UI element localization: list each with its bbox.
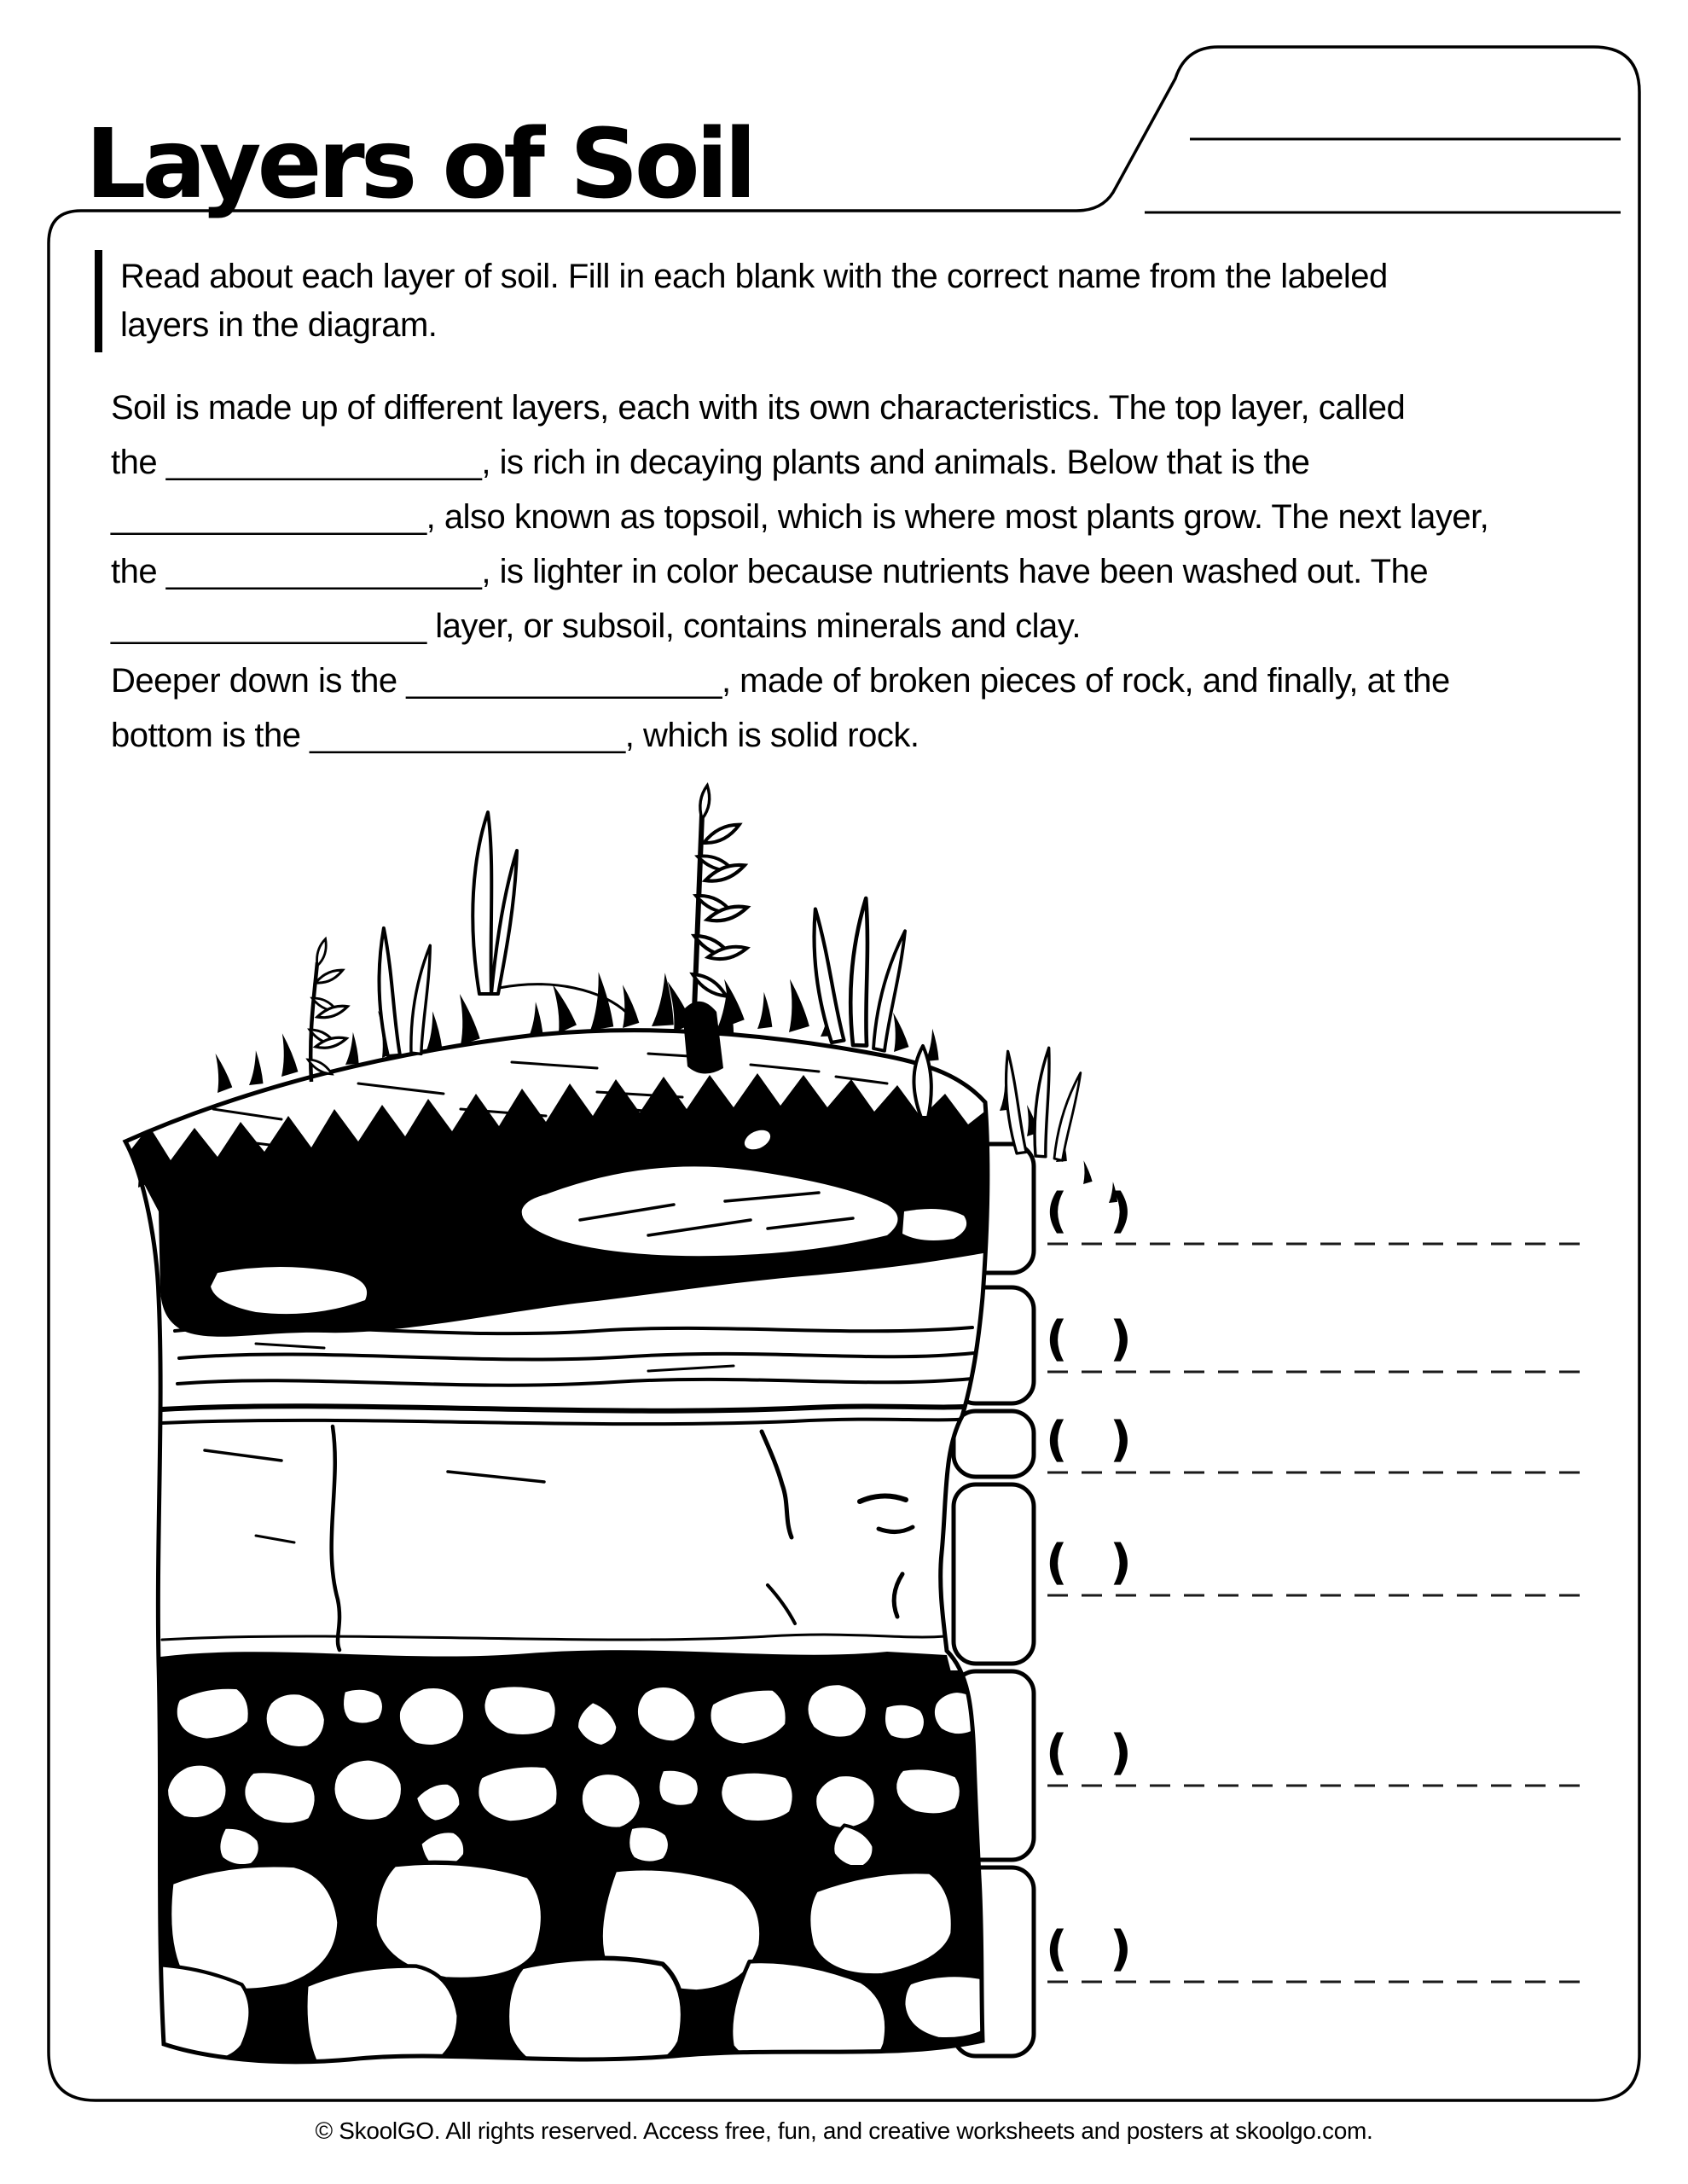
paragraph-line-blank[interactable]: Deeper down is the _________________, made of broken pieces of rock, and finally, at the	[111, 662, 1450, 700]
paragraph-line: Soil is made up of different layers, each with its own characteristics. The top layer, called	[111, 389, 1406, 427]
footer-credit: © SkoolGO. All rights reserved. Access free, fun, and creative worksheets and posters at skoolgo.com.	[315, 2117, 1373, 2144]
layer-tab-4	[954, 1484, 1034, 1664]
instructions-line: layers in the diagram.	[120, 306, 438, 344]
answer-parens-3: ( )	[1046, 1412, 1132, 1467]
grass-shoot	[473, 812, 517, 994]
paragraph-line-blank[interactable]: the _________________, is lighter in color because nutrients have been washed out. The	[111, 553, 1429, 590]
fill-in-paragraph	[111, 380, 1488, 763]
answer-parens-2: ( )	[1046, 1311, 1132, 1367]
page-title: Layers of Soil	[85, 109, 753, 221]
layer-tab-3	[954, 1411, 1034, 1477]
small-plant	[305, 938, 348, 1082]
answer-parens-4: ( )	[1046, 1535, 1132, 1590]
answer-parens-1: ( )	[1046, 1183, 1132, 1239]
paragraph-line-blank[interactable]: bottom is the _________________, which is solid rock.	[111, 717, 919, 754]
paragraph-line-blank[interactable]: the _________________, is rich in decaying plants and animals. Below that is the	[111, 444, 1310, 481]
instructions-line: Read about each layer of soil. Fill in each blank with the correct name from the labeled	[120, 258, 1388, 295]
leafy-plant	[664, 785, 749, 1074]
paragraph-line-blank[interactable]: _________________ layer, or subsoil, contains minerals and clay.	[111, 607, 1081, 645]
answer-parens-5: ( )	[1046, 1725, 1132, 1780]
instructions-block	[95, 250, 1388, 352]
answer-parens-6: ( )	[1046, 1921, 1132, 1977]
paragraph-line-blank[interactable]: _________________, also known as topsoil, which is where most plants grow. The next layer,	[111, 498, 1489, 536]
